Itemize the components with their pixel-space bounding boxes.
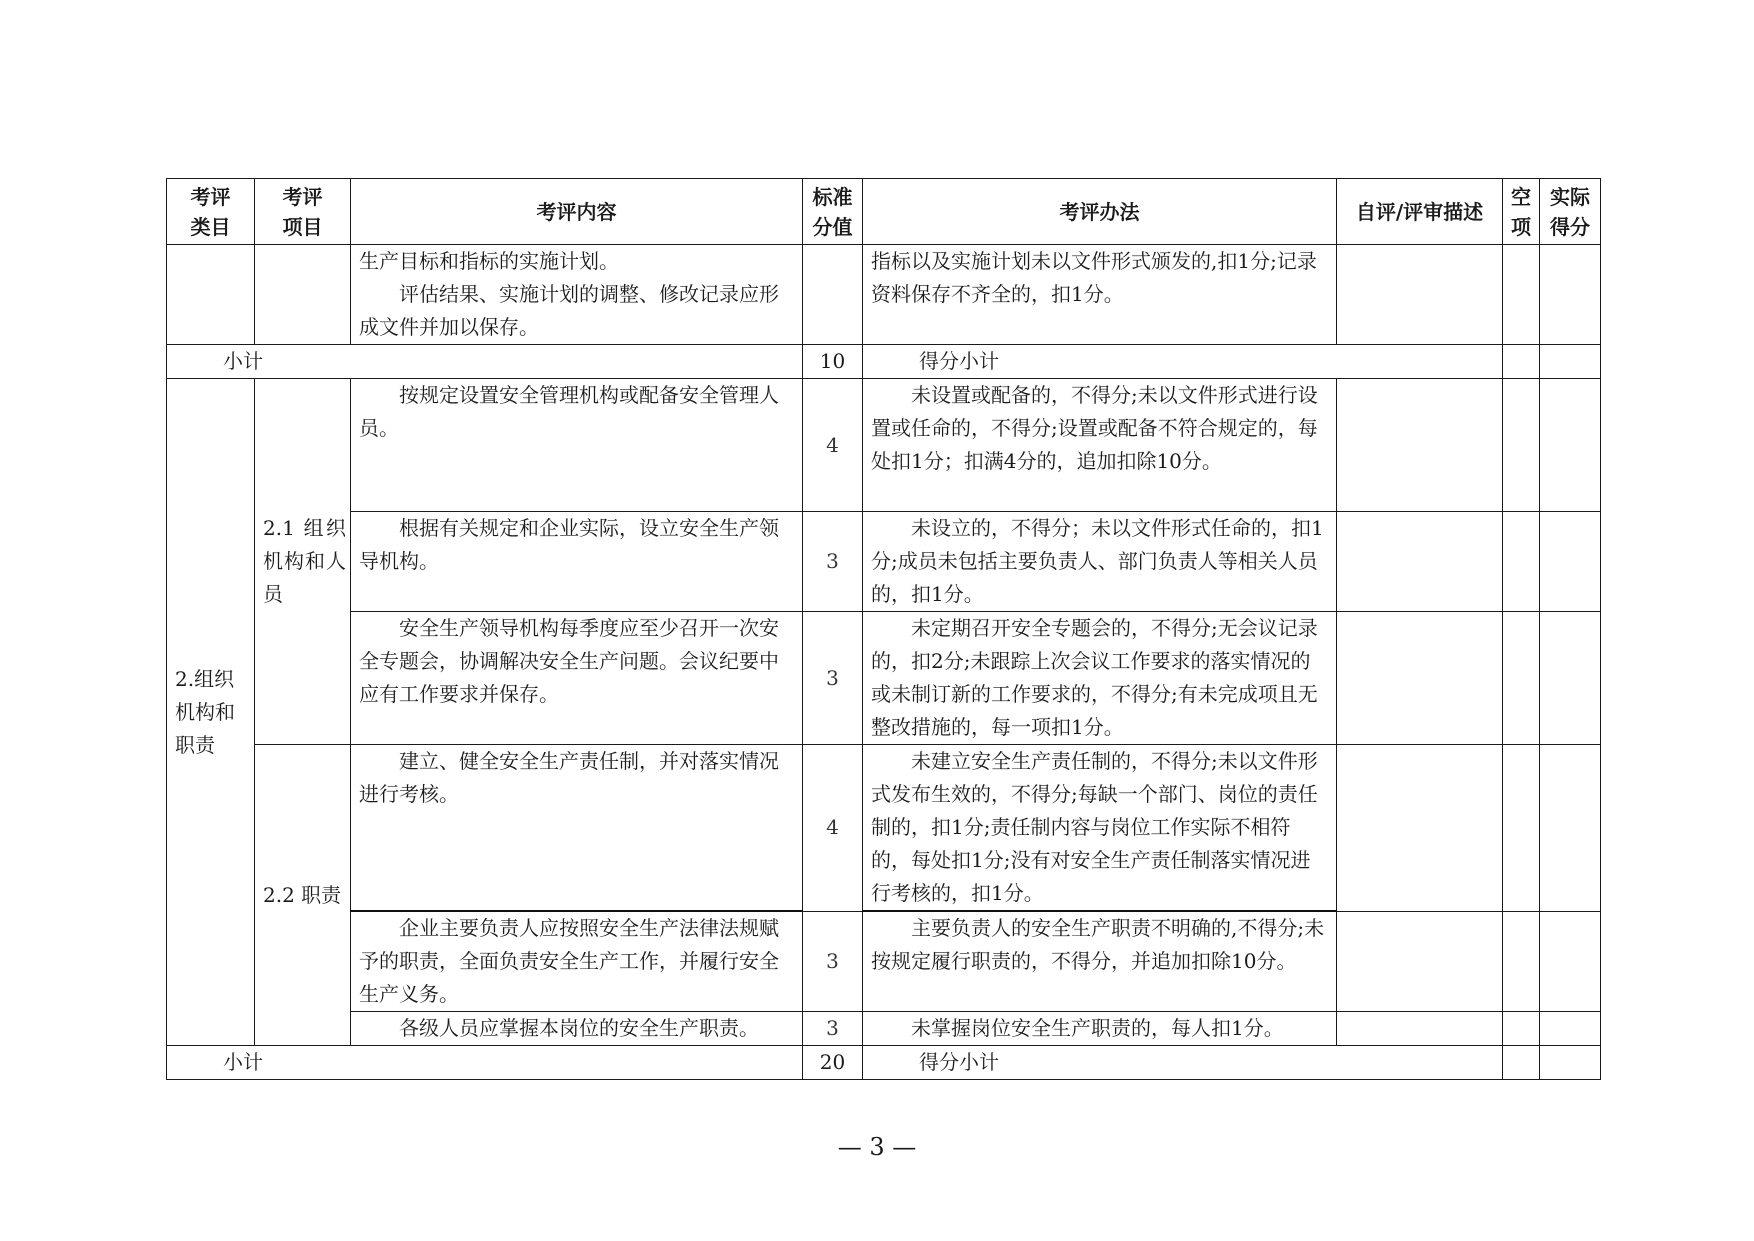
actual-score-cell [1540, 612, 1601, 745]
evaluation-table [166, 178, 1601, 1080]
score-cell: 3 [803, 1012, 863, 1046]
score-cell: 4 [803, 745, 863, 912]
header-content: 考评内容 [351, 179, 803, 245]
score-cell: 3 [803, 911, 863, 1012]
score-cell: 3 [803, 512, 863, 612]
table-row [167, 1012, 1601, 1046]
self-review-cell [1337, 612, 1503, 745]
content-cell: 安全生产领导机构每季度应至少召开一次安全专题会，协调解决安全生产问题。会议纪要中应有工作要求并保存。 [351, 612, 803, 745]
method-cell: 未设立的，不得分；未以文件形式任命的，扣1分;成员未包括主要负责人、部门负责人等相关人员的，扣1分。 [863, 512, 1337, 612]
actual-score-cell [1540, 345, 1601, 379]
empty-item-cell [1503, 1046, 1540, 1080]
item-responsibilities: 2.2 职责 [255, 745, 351, 1046]
content-cell: 根据有关规定和企业实际，设立安全生产领导机构。 [351, 512, 803, 612]
content-cell: 建立、健全安全生产责任制，并对落实情况进行考核。 [351, 745, 803, 912]
table-row [167, 379, 1601, 512]
item-cell [255, 245, 351, 345]
table-row [167, 911, 1601, 1012]
empty-item-cell [1503, 745, 1540, 912]
score-cell: 4 [803, 379, 863, 512]
method-cell: 未建立安全生产责任制的，不得分;未以文件形式发布生效的，不得分;每缺一个部门、岗位的责任制的，扣1分;责任制内容与岗位工作实际不相符的，每处扣1分;没有对安全生产责任制落实情况进行考核的，扣1分。 [863, 745, 1337, 912]
header-standard-score-text: 标准 分值 [812, 184, 853, 239]
category-cell [167, 245, 255, 345]
item-organization-personnel-text: 2.1 组织机构和人员 [263, 515, 346, 606]
self-review-cell [1337, 379, 1503, 512]
page-number: — 3 — [837, 1133, 917, 1161]
empty-item-cell [1503, 245, 1540, 345]
actual-score-cell [1540, 1012, 1601, 1046]
subtotal-label: 小计 [167, 345, 803, 379]
header-item [255, 179, 351, 245]
header-self-review: 自评/评审描述 [1337, 179, 1503, 245]
self-review-cell [1337, 745, 1503, 912]
method-cell: 未定期召开安全专题会的，不得分;无会议记录的，扣2分;未跟踪上次会议工作要求的落实情况的或未制订新的工作要求的，不得分;有未完成项且无整改措施的，每一项扣1分。 [863, 612, 1337, 745]
item-organization-personnel [255, 512, 351, 745]
subtotal-score-label: 得分小计 [863, 1046, 1503, 1080]
content-cell: 企业主要负责人应按照安全生产法律法规赋予的职责，全面负责安全生产工作，并履行安全生产义务。 [351, 911, 803, 1012]
subtotal-row [167, 1046, 1601, 1080]
self-review-cell [1337, 512, 1503, 612]
empty-item-cell [1503, 345, 1540, 379]
actual-score-cell [1540, 245, 1601, 345]
content-line: 生产目标和指标的实施计划。 [359, 249, 619, 273]
method-cell: 未设置或配备的，不得分;未以文件形式进行设置或任命的，不得分;设置或配备不符合规定的，每处扣1分；扣满4分的，追加扣除10分。 [863, 379, 1337, 512]
actual-score-cell [1540, 512, 1601, 612]
header-category-text: 考评 类目 [190, 184, 231, 239]
score-cell: 3 [803, 612, 863, 745]
subtotal-score: 10 [803, 345, 863, 379]
subtotal-score-label: 得分小计 [863, 345, 1503, 379]
header-item-text: 考评 项目 [282, 184, 323, 239]
table-row [167, 745, 1601, 912]
method-cell: 未掌握岗位安全生产职责的，每人扣1分。 [863, 1012, 1337, 1046]
empty-item-cell [1503, 911, 1540, 1012]
self-review-cell [1337, 911, 1503, 1012]
header-actual-score-text: 实际 得分 [1550, 184, 1590, 239]
header-category [167, 179, 255, 245]
self-review-cell [1337, 1012, 1503, 1046]
empty-item-cell [1503, 612, 1540, 745]
empty-item-cell [1503, 379, 1540, 512]
header-method: 考评办法 [863, 179, 1337, 245]
header-empty-item [1503, 179, 1540, 245]
header-actual-score [1540, 179, 1601, 245]
actual-score-cell [1540, 379, 1601, 512]
table-row [167, 612, 1601, 745]
header-row [167, 179, 1601, 245]
subtotal-label: 小计 [167, 1046, 803, 1080]
method-cell: 指标以及实施计划未以文件形式颁发的,扣1分;记录资料保存不齐全的，扣1分。 [863, 245, 1337, 345]
category-organization: 2.组织机构和职责 [167, 379, 255, 1046]
subtotal-score: 20 [803, 1046, 863, 1080]
table-row [167, 245, 1601, 345]
actual-score-cell [1540, 745, 1601, 912]
table-row [167, 512, 1601, 612]
empty-item-cell [1503, 1012, 1540, 1046]
subtotal-row [167, 345, 1601, 379]
content-cell: 各级人员应掌握本岗位的安全生产职责。 [351, 1012, 803, 1046]
item-cell [255, 379, 351, 512]
actual-score-cell [1540, 911, 1601, 1012]
self-review-cell [1337, 245, 1503, 345]
method-cell: 主要负责人的安全生产职责不明确的,不得分;未按规定履行职责的，不得分，并追加扣除10分。 [863, 911, 1337, 1012]
actual-score-cell [1540, 1046, 1601, 1080]
header-empty-item-text: 空 项 [1511, 184, 1531, 239]
content-line: 评估结果、实施计划的调整、修改记录应形成文件并加以保存。 [359, 282, 779, 339]
empty-item-cell [1503, 512, 1540, 612]
header-standard-score [803, 179, 863, 245]
content-cell [351, 245, 803, 345]
content-cell: 按规定设置安全管理机构或配备安全管理人员。 [351, 379, 803, 512]
score-cell [803, 245, 863, 345]
